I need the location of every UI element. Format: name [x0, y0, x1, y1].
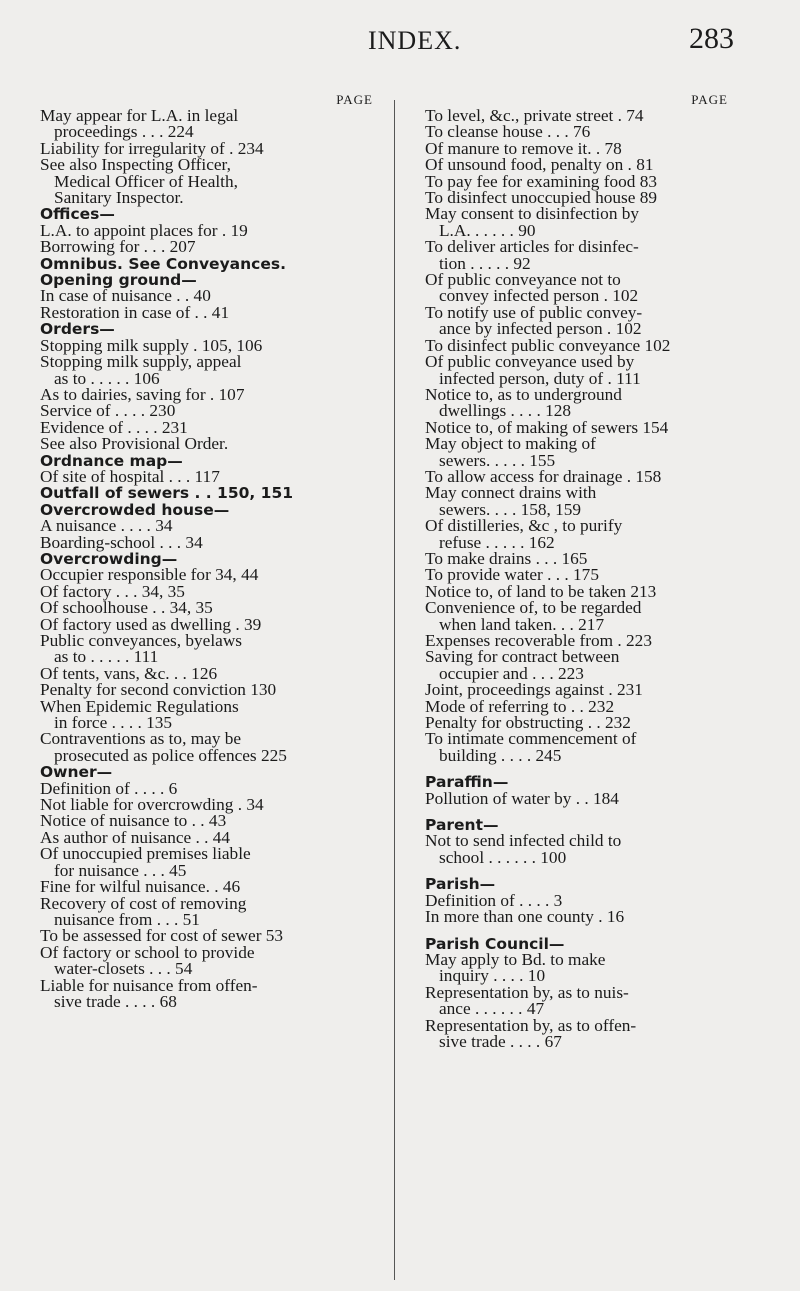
index-entry-continuation: occupier and . . . 223	[439, 663, 584, 683]
index-entry: In case of nuisance . . 40	[40, 286, 211, 306]
index-entry-continuation: infected person, duty of . 111	[439, 368, 641, 388]
index-entry: A nuisance . . . . 34	[40, 516, 173, 536]
index-entry: Contraventions as to, may be	[40, 729, 242, 749]
index-entry: Recovery of cost of removing	[40, 893, 247, 913]
index-entry-continuation: dwellings . . . . 128	[439, 401, 572, 421]
index-heading: Paraffin—	[425, 773, 509, 792]
index-entry: As author of nuisance . . 44	[40, 827, 231, 847]
index-entry-continuation: when land taken. . . 217	[439, 614, 605, 634]
page-column-label: PAGE	[336, 92, 373, 107]
index-heading: Orders—	[40, 320, 115, 339]
index-entry: L.A. to appoint places for . 19	[40, 220, 248, 240]
index-entry-continuation: inquiry . . . . 10	[439, 966, 546, 986]
index-entry: See also Inspecting Officer,	[40, 155, 231, 175]
index-entry-continuation: as to . . . . . 111	[54, 647, 159, 667]
index-entry-continuation: sewers. . . . . 155	[439, 450, 556, 470]
index-column-right	[425, 92, 728, 1050]
index-entry-continuation: sive trade . . . . 68	[54, 991, 177, 1011]
index-entry: Of schoolhouse . . 34, 35	[40, 598, 213, 618]
index-heading: Overcrowding—	[40, 549, 178, 568]
index-entry: Restoration in case of . . 41	[40, 302, 230, 322]
index-entry: Definition of . . . . 3	[425, 890, 563, 910]
index-entry: Of distilleries, &c , to purify	[425, 516, 623, 536]
index-entry: May connect drains with	[425, 483, 597, 503]
index-entry-continuation: as to . . . . . 106	[54, 368, 160, 388]
index-entry: Evidence of . . . . 231	[40, 417, 188, 437]
index-entry: Of tents, vans, &c. . . 126	[40, 663, 218, 683]
index-entry: To allow access for drainage . 158	[425, 466, 662, 486]
index-entry-continuation: refuse . . . . . 162	[439, 532, 555, 552]
index-entry: May object to making of	[425, 434, 596, 454]
index-entry: May consent to disinfection by	[425, 204, 640, 224]
index-entry: Public conveyances, byelaws	[40, 631, 243, 650]
index-heading: Outfall of sewers . . 150, 151	[40, 484, 294, 503]
index-entry: Convenience of, to be regarded	[425, 598, 642, 618]
index-entry: Of unsound food, penalty on . 81	[425, 155, 654, 175]
index-entry: Expenses recoverable from . 223	[425, 631, 652, 650]
index-entry: Liable for nuisance from offen-	[40, 975, 258, 995]
index-heading: Parish—	[425, 875, 496, 894]
index-entry: Notice to, of land to be taken 213	[425, 581, 657, 601]
page-header	[0, 20, 800, 60]
index-entry: Definition of . . . . 6	[40, 778, 178, 798]
index-entry: Of manure to remove it. . 78	[425, 138, 622, 158]
index-entry: To deliver articles for disinfec-	[425, 237, 639, 257]
index-entry: Of public conveyance used by	[425, 352, 635, 372]
index-entry-continuation: L.A. . . . . . 90	[439, 220, 536, 240]
index-heading: Omnibus. See Conveyances.	[40, 254, 286, 273]
index-entry: Of factory used as dwelling . 39	[40, 614, 262, 634]
index-entry: Mode of referring to . . 232	[425, 696, 615, 716]
index-heading: Parish Council—	[425, 934, 565, 953]
index-entry-continuation: nuisance from . . . 51	[54, 909, 200, 929]
index-entry-continuation: school . . . . . . 100	[439, 847, 567, 867]
index-entry: To make drains . . . 165	[425, 548, 588, 568]
index-entry: Stopping milk supply, appeal	[40, 352, 242, 372]
index-entry: Of factory or school to provide	[40, 942, 255, 962]
page-number: 283	[689, 22, 734, 55]
index-entry: To cleanse house . . . 76	[425, 122, 591, 142]
index-entry: Of public conveyance not to	[425, 270, 621, 290]
index-entry: To disinfect unoccupied house 89	[425, 188, 658, 208]
index-entry: As to dairies, saving for . 107	[40, 384, 245, 404]
index-entry-continuation: proceedings . . . 224	[54, 122, 194, 142]
index-entry-continuation: in force . . . . 135	[54, 713, 173, 733]
index-entry-continuation: Medical Officer of Health,	[54, 171, 238, 191]
index-entry: May appear for L.A. in legal	[40, 106, 239, 125]
index-entry: Of site of hospital . . . 117	[40, 466, 220, 486]
index-entry-continuation: for nuisance . . . 45	[54, 860, 187, 880]
index-heading: Ordnance map—	[40, 451, 183, 470]
index-entry: Notice of nuisance to . . 43	[40, 811, 227, 831]
index-entry: Pollution of water by . . 184	[425, 788, 619, 808]
index-entry: Representation by, as to nuis-	[425, 982, 629, 1002]
column-divider	[394, 100, 395, 1280]
index-entry: In more than one county . 16	[425, 907, 625, 927]
index-entry: Of unoccupied premises liable	[40, 844, 251, 864]
index-entry-continuation: ance by infected person . 102	[439, 319, 642, 339]
index-entry: Not liable for overcrowding . 34	[40, 795, 264, 815]
index-column-left	[40, 92, 373, 1010]
index-entry-continuation: tion . . . . . 92	[439, 253, 531, 273]
index-entry: To be assessed for cost of sewer 53	[40, 926, 284, 946]
index-entry: Borrowing for . . . 207	[40, 237, 196, 257]
index-entry-continuation: building . . . . 245	[439, 745, 562, 765]
index-entry: May apply to Bd. to make	[425, 949, 606, 969]
index-entry: Service of . . . . 230	[40, 401, 176, 421]
index-entry: Not to send infected child to	[425, 831, 622, 851]
index-entry: To provide water . . . 175	[425, 565, 599, 585]
index-entry: To disinfect public conveyance 102	[425, 335, 671, 355]
index-entry: Saving for contract between	[425, 647, 620, 667]
page-column-label: PAGE	[691, 92, 728, 107]
index-entry: To intimate commencement of	[425, 729, 637, 749]
index-entry-continuation: sewers. . . . 158, 159	[439, 499, 582, 519]
index-entry: Fine for wilful nuisance. . 46	[40, 877, 241, 897]
index-entry: See also Provisional Order.	[40, 434, 229, 454]
index-entry-continuation: ance . . . . . . 47	[439, 999, 545, 1019]
index-heading: Opening ground—	[40, 271, 197, 290]
index-entry: Penalty for obstructing . . 232	[425, 713, 631, 733]
index-entry-continuation: Sanitary Inspector.	[54, 188, 184, 208]
index-entry: When Epidemic Regulations	[40, 696, 239, 716]
index-heading: Owner—	[40, 763, 113, 782]
index-entry: Of factory . . . 34, 35	[40, 581, 185, 601]
index-entry: To pay fee for examining food 83	[425, 171, 658, 191]
index-entry: To level, &c., private street . 74	[425, 106, 644, 125]
index-entry: Representation by, as to offen-	[425, 1015, 637, 1035]
index-entry: Joint, proceedings against . 231	[425, 680, 643, 700]
index-entry-continuation: prosecuted as police offences 225	[54, 745, 287, 765]
index-entry: To notify use of public convey-	[425, 302, 643, 322]
index-heading: Overcrowded house—	[40, 500, 230, 519]
index-entry-continuation: sive trade . . . . 67	[439, 1031, 562, 1051]
running-title: INDEX.	[368, 26, 462, 55]
index-entry: Occupier responsible for 34, 44	[40, 565, 259, 585]
index-entry: Liability for irregularity of . 234	[40, 138, 264, 158]
index-heading: Offices—	[40, 205, 115, 224]
index-entry: Notice to, of making of sewers 154	[425, 417, 669, 437]
index-entry: Boarding-school . . . 34	[40, 532, 203, 552]
index-heading: Parent—	[425, 816, 499, 835]
index-entry: Stopping milk supply . 105, 106	[40, 335, 263, 355]
index-entry: Penalty for second conviction 130	[40, 680, 277, 700]
index-entry-continuation: convey infected person . 102	[439, 286, 639, 306]
index-entry: Notice to, as to underground	[425, 384, 622, 404]
index-entry-continuation: water-closets . . . 54	[54, 959, 193, 979]
